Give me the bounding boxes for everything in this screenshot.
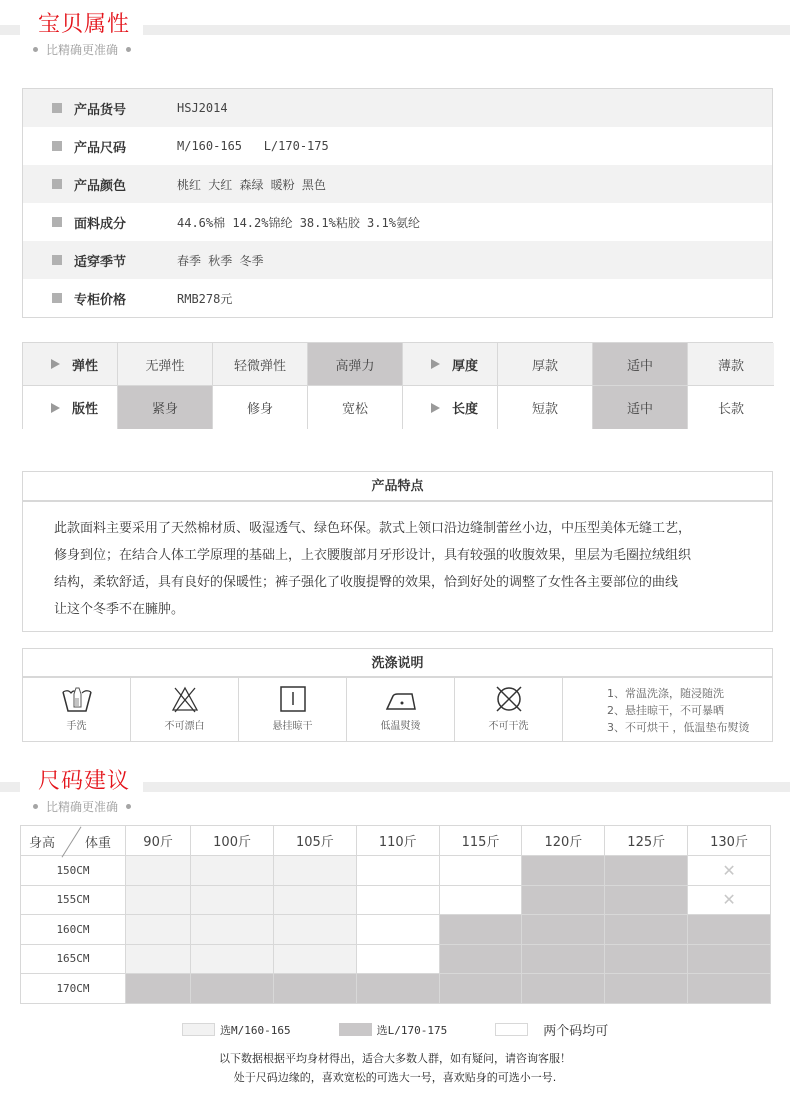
- weight-column-header: 130斤: [688, 826, 771, 856]
- attribute-value: 春季 秋季 冬季: [177, 253, 264, 268]
- size-cell-m: [273, 885, 356, 915]
- wash-cell: 悬挂晾干: [239, 678, 347, 741]
- attribute-row: [23, 279, 772, 317]
- triangle-right-icon: [51, 403, 60, 413]
- dotted-rule: [0, 782, 20, 792]
- size-row: [21, 974, 771, 1004]
- legend-item-both: 两个码均可: [495, 1020, 608, 1039]
- size-cell-m: [126, 856, 191, 886]
- attribute-label: 专柜价格: [74, 292, 127, 308]
- features-title: 产品特点: [23, 472, 772, 502]
- spec-option: 薄款: [688, 343, 774, 386]
- square-bullet-icon: [52, 255, 62, 265]
- wash-title: 洗涤说明: [23, 649, 772, 678]
- diagonal-divider: [62, 826, 82, 857]
- attribute-value: HSJ2014: [177, 101, 228, 115]
- legend-swatch: [182, 1023, 215, 1036]
- size-cell-m: [191, 915, 274, 945]
- wash-box: [22, 648, 773, 742]
- section-title: 尺码建议: [38, 769, 131, 794]
- legend-swatch: [495, 1023, 528, 1036]
- dotted-rule: [143, 782, 790, 792]
- size-cell-l: [439, 915, 522, 945]
- legend-swatch: [339, 1023, 372, 1036]
- bullet-icon: [33, 47, 38, 52]
- weight-column-header: 110斤: [356, 826, 439, 856]
- bullet-icon: [33, 804, 38, 809]
- size-cell-unavailable: [688, 856, 771, 886]
- attribute-value: RMB278元: [177, 291, 233, 306]
- attribute-label: 产品货号: [74, 102, 127, 118]
- size-cell-l: [356, 974, 439, 1004]
- size-cell-m: [273, 944, 356, 974]
- spec-option: 短款: [498, 386, 593, 429]
- attribute-label: 适穿季节: [74, 254, 127, 270]
- size-cell-m: [126, 944, 191, 974]
- section-header-size: [0, 757, 790, 817]
- square-bullet-icon: [52, 141, 62, 151]
- attribute-table: [22, 88, 773, 318]
- size-cell-l: [273, 974, 356, 1004]
- height-row-header: 170CM: [21, 974, 126, 1004]
- bullet-icon: [126, 804, 131, 809]
- size-cell-both: [356, 915, 439, 945]
- size-cell-l: [605, 974, 688, 1004]
- spec-grid: [22, 342, 773, 429]
- spec-option-selected: 紧身: [118, 386, 213, 429]
- size-cell-both: [356, 856, 439, 886]
- size-note-line1: 以下数据根据平均身材得出，适合大多数人群，如有疑问，请咨询客服！: [219, 1052, 571, 1065]
- size-cell-l: [605, 885, 688, 915]
- size-cell-both: [356, 885, 439, 915]
- no-dry-clean-icon: [492, 684, 526, 714]
- weight-column-header: 100斤: [191, 826, 274, 856]
- size-cell-m: [191, 856, 274, 886]
- square-bullet-icon: [52, 103, 62, 113]
- spec-label: 厚度: [403, 343, 498, 386]
- size-cell-unavailable: [688, 885, 771, 915]
- spec-option-selected: 适中: [593, 386, 688, 429]
- height-header: 身高: [29, 836, 56, 851]
- attribute-row: [23, 165, 772, 203]
- cross-icon: ✕: [722, 890, 736, 910]
- wash-cell: 不可干洗: [455, 678, 563, 741]
- weight-column-header: 125斤: [605, 826, 688, 856]
- size-cell-l: [688, 944, 771, 974]
- cross-icon: ✕: [722, 860, 736, 880]
- size-cell-l: [522, 915, 605, 945]
- size-row: [21, 856, 771, 886]
- hand-wash-icon: [60, 684, 94, 714]
- size-cell-l: [605, 856, 688, 886]
- size-cell-l: [688, 974, 771, 1004]
- size-chart-table: [20, 825, 771, 1004]
- section-header-attributes: [0, 0, 790, 60]
- size-cell-both: [356, 944, 439, 974]
- size-cell-m: [191, 944, 274, 974]
- square-bullet-icon: [52, 217, 62, 227]
- size-row: [21, 915, 771, 945]
- weight-header: 体重: [84, 836, 111, 851]
- attribute-label: 产品颜色: [74, 178, 127, 194]
- spec-option-selected: 高弹力: [308, 343, 403, 386]
- triangle-right-icon: [431, 359, 440, 369]
- size-cell-l: [688, 915, 771, 945]
- spec-option: 修身: [213, 386, 308, 429]
- corner-header: [21, 826, 126, 856]
- wash-notes: 1、常温洗涤，随浸随洗 2、悬挂晾干，不可暴晒 3、不可烘干 ，低温垫布熨烫: [607, 687, 750, 734]
- attribute-row: [23, 89, 772, 127]
- no-bleach-icon: [168, 684, 202, 714]
- attribute-value: 桃红 大红 森绿 暖粉 黑色: [177, 177, 326, 192]
- size-cell-l: [605, 915, 688, 945]
- size-cell-m: [273, 915, 356, 945]
- size-cell-l: [191, 974, 274, 1004]
- size-note-line2: 处于尺码边缘的，喜欢宽松的可选大一号，喜欢贴身的可选小一号.: [233, 1071, 557, 1084]
- triangle-right-icon: [431, 403, 440, 413]
- spec-label: 版性: [23, 386, 118, 429]
- square-bullet-icon: [52, 179, 62, 189]
- size-cell-l: [522, 856, 605, 886]
- size-cell-both: [439, 856, 522, 886]
- size-cell-m: [126, 885, 191, 915]
- hang-dry-icon: [276, 684, 310, 714]
- weight-column-header: 105斤: [273, 826, 356, 856]
- wash-cell: 低温熨烫: [347, 678, 455, 741]
- size-cell-l: [522, 944, 605, 974]
- spec-option: 宽松: [308, 386, 403, 429]
- attribute-value: M/160-165 L/170-175: [177, 139, 329, 153]
- size-legend: [182, 1020, 656, 1039]
- spec-option: 无弹性: [118, 343, 213, 386]
- triangle-right-icon: [51, 359, 60, 369]
- square-bullet-icon: [52, 293, 62, 303]
- size-cell-l: [522, 974, 605, 1004]
- height-row-header: 150CM: [21, 856, 126, 886]
- attribute-label: 产品尺码: [74, 140, 127, 156]
- size-cell-l: [522, 885, 605, 915]
- attribute-row: [23, 203, 772, 241]
- dotted-rule: [143, 25, 790, 35]
- wash-cell: 不可漂白: [131, 678, 239, 741]
- height-row-header: 160CM: [21, 915, 126, 945]
- height-row-header: 155CM: [21, 885, 126, 915]
- size-cell-l: [439, 974, 522, 1004]
- attribute-row: [23, 127, 772, 165]
- legend-item-l: 选L/170-175: [339, 1022, 448, 1038]
- spec-label: 长度: [403, 386, 498, 429]
- weight-column-header: 115斤: [439, 826, 522, 856]
- bullet-icon: [126, 47, 131, 52]
- size-cell-l: [605, 944, 688, 974]
- size-row: [21, 885, 771, 915]
- low-iron-icon: [384, 684, 418, 714]
- spec-option-selected: 适中: [593, 343, 688, 386]
- height-row-header: 165CM: [21, 944, 126, 974]
- spec-label: 弹性: [23, 343, 118, 386]
- legend-item-m: 选M/160-165: [182, 1022, 291, 1038]
- section-title: 宝贝属性: [38, 12, 131, 37]
- dotted-rule: [0, 25, 20, 35]
- weight-column-header: 90斤: [126, 826, 191, 856]
- section-subtitle: 比精确更准确: [33, 42, 131, 58]
- size-cell-l: [126, 974, 191, 1004]
- attribute-row: [23, 241, 772, 279]
- spec-option: 长款: [688, 386, 774, 429]
- weight-column-header: 120斤: [522, 826, 605, 856]
- features-box: [22, 471, 773, 632]
- spec-option: 轻微弹性: [213, 343, 308, 386]
- size-cell-m: [126, 915, 191, 945]
- size-cell-m: [191, 885, 274, 915]
- size-cell-m: [273, 856, 356, 886]
- features-text: 此款面料主要采用了天然棉材质、吸湿透气、绿色环保。款式上领口沿边缝制蕾丝小边，中压型美体无缝工艺， 修身到位；在结合人体工学原理的基础上，上衣腰腹部月牙形设计，具有较强的收腹效果，里层为毛圈拉绒组织 结构，柔软舒适，具有良好的保暖性；裤子强化了收腹提臀的效果，恰到好处的调整了女性各主要部位的曲线 让这个冬季不在臃肿。: [54, 521, 692, 617]
- wash-cell: 手洗: [23, 678, 131, 741]
- spec-option: 厚款: [498, 343, 593, 386]
- size-row: [21, 944, 771, 974]
- attribute-label: 面料成分: [74, 216, 127, 232]
- attribute-value: 44.6%棉 14.2%锦纶 38.1%粘胶 3.1%氨纶: [177, 215, 420, 230]
- section-subtitle: 比精确更准确: [33, 799, 131, 815]
- size-cell-both: [439, 885, 522, 915]
- size-cell-l: [439, 944, 522, 974]
